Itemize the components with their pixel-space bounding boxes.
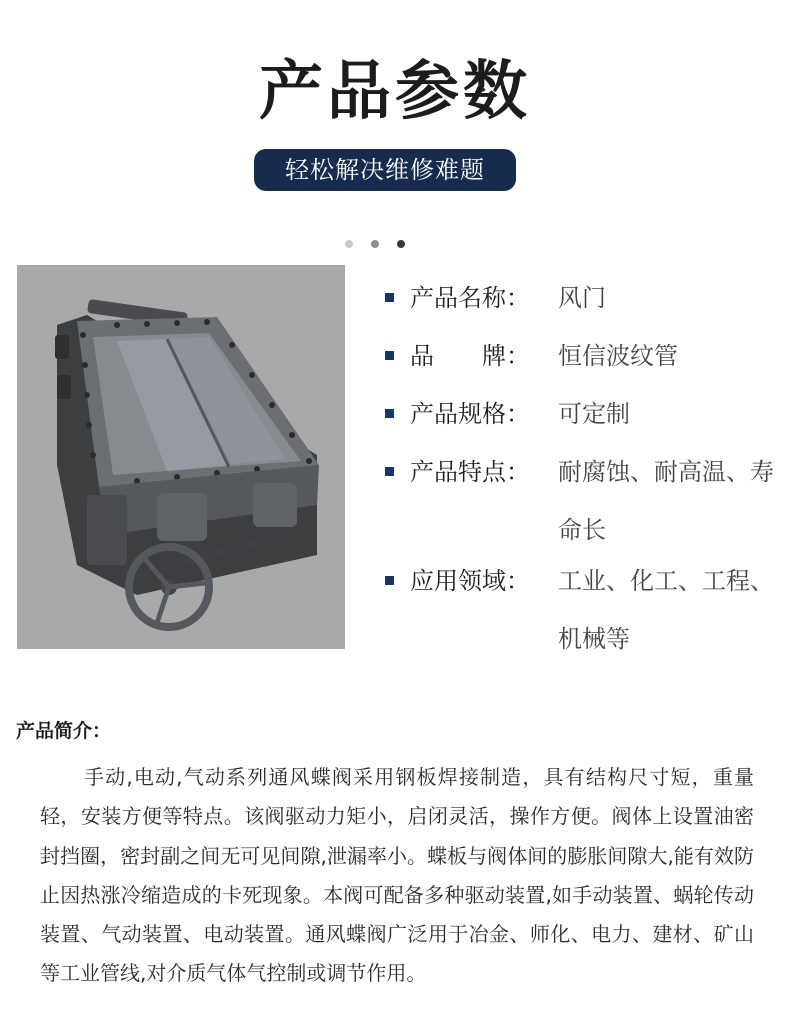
bullet-square-icon — [385, 409, 394, 418]
intro-body: 手动,电动,气动系列通风蝶阀采用钢板焊接制造，具有结构尺寸短，重量轻，安装方便等特点。该阀驱动力矩小，启闭灵活，操作方便。阀体上设置油密封挡圈，密封副之间无可见间隙,泄漏率小。蝶板与阀体间的膨胀间隙大,能有效防止因热涨冷缩造成的卡死现象。本阀可配备多种驱动装置,如手动装置、蜗轮传动装置、气动装置、电动装置。通风蝶阀广泛用于冶金、师化、电力、建材、矿山等工业管线,对介质气体气控制或调节作用。 — [40, 765, 754, 986]
spec-label: 应用领域： — [410, 567, 530, 595]
spec-label: 产品名称： — [410, 284, 530, 312]
bullet-square-icon — [385, 351, 394, 360]
product-image — [17, 265, 345, 649]
spec-label: 产品特点： — [410, 458, 530, 486]
carousel-dot-3[interactable] — [397, 240, 405, 248]
intro-heading: 产品简介： — [16, 720, 112, 742]
spec-list — [385, 276, 785, 668]
spec-value: 耐腐蚀、耐高温、寿命长 — [558, 458, 774, 544]
bullet-square-icon — [385, 576, 394, 585]
spec-row-name — [385, 276, 785, 334]
spec-row-brand — [385, 334, 785, 392]
spec-row-features — [385, 450, 785, 559]
spec-value: 工业、化工、工程、机械等 — [558, 567, 774, 653]
spec-label: 产品规格： — [410, 400, 530, 428]
spec-value: 可定制 — [558, 400, 630, 428]
spec-value: 风门 — [558, 284, 606, 312]
carousel-dot-2[interactable] — [371, 240, 379, 248]
subtitle-badge: 轻松解决维修难题 — [254, 149, 516, 191]
bullet-square-icon — [385, 293, 394, 302]
spec-value: 恒信波纹管 — [558, 342, 678, 370]
spec-label: 品 牌： — [410, 342, 530, 370]
carousel-dot-1[interactable] — [345, 240, 353, 248]
carousel-indicator — [345, 240, 405, 250]
bullet-square-icon — [385, 467, 394, 476]
damper-valve-photo-icon — [17, 265, 345, 649]
spec-row-applications — [385, 559, 785, 668]
page-title: 产品参数 — [259, 55, 531, 129]
spec-row-spec — [385, 392, 785, 450]
